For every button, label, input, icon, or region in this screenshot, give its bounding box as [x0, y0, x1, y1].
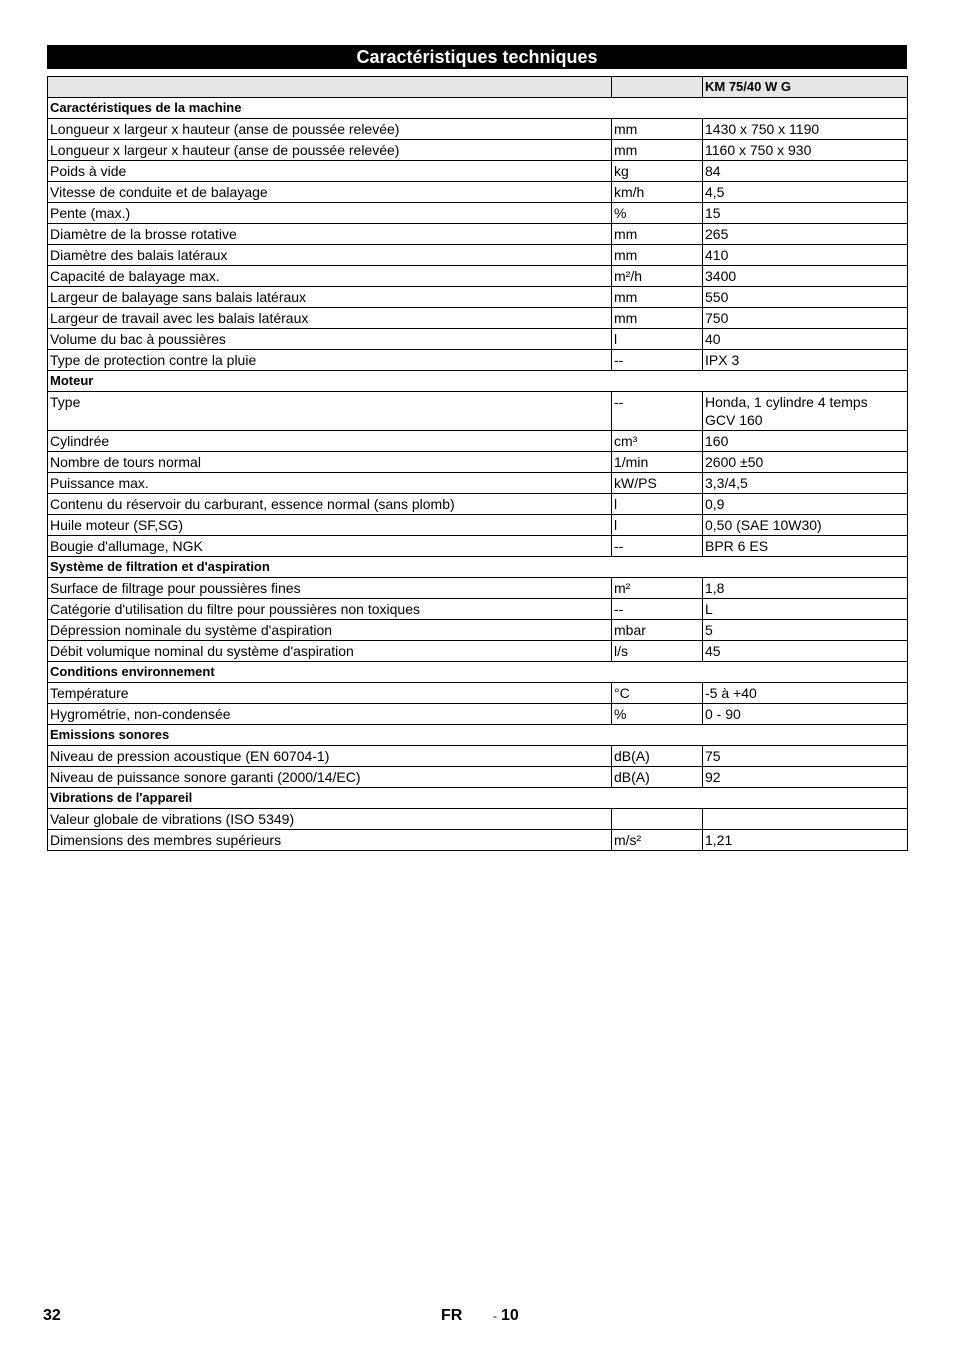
header-blank-cell [612, 77, 703, 98]
table-row [48, 515, 908, 536]
spec-label: Contenu du réservoir du carburant, essence normal (sans plomb) [48, 494, 612, 515]
table-row [48, 809, 908, 830]
spec-unit: mm [612, 287, 703, 308]
spec-label: Largeur de travail avec les balais latéraux [48, 308, 612, 329]
spec-value: 5 [703, 620, 908, 641]
table-row [48, 182, 908, 203]
spec-value: 75 [703, 746, 908, 767]
spec-value: BPR 6 ES [703, 536, 908, 557]
table-row [48, 641, 908, 662]
spec-value: 45 [703, 641, 908, 662]
section-heading-row [48, 557, 908, 578]
spec-value: Honda, 1 cylindre 4 temps GCV 160 [703, 392, 908, 431]
section-heading-row [48, 788, 908, 809]
spec-unit: -- [612, 392, 703, 431]
table-row [48, 452, 908, 473]
spec-unit: kg [612, 161, 703, 182]
section-heading-row [48, 662, 908, 683]
spec-label: Volume du bac à poussières [48, 329, 612, 350]
page-title: Caractéristiques techniques [47, 45, 907, 69]
table-row [48, 578, 908, 599]
table-row [48, 245, 908, 266]
section-heading: Conditions environnement [48, 662, 908, 683]
spec-label: Pente (max.) [48, 203, 612, 224]
spec-label: Surface de filtrage pour poussières fines [48, 578, 612, 599]
specs-table-body [48, 77, 908, 851]
spec-unit: °C [612, 683, 703, 704]
spec-unit: km/h [612, 182, 703, 203]
spec-label: Dépression nominale du système d'aspiration [48, 620, 612, 641]
table-row [48, 308, 908, 329]
spec-label: Niveau de puissance sonore garanti (2000/14/EC) [48, 767, 612, 788]
spec-label: Température [48, 683, 612, 704]
table-row [48, 431, 908, 452]
spec-label: Huile moteur (SF,SG) [48, 515, 612, 536]
spec-label: Poids à vide [48, 161, 612, 182]
section-heading-row [48, 725, 908, 746]
spec-unit: m²/h [612, 266, 703, 287]
spec-label: Vitesse de conduite et de balayage [48, 182, 612, 203]
spec-unit: mm [612, 224, 703, 245]
spec-unit: mm [612, 308, 703, 329]
model-header: KM 75/40 W G [703, 77, 908, 98]
spec-label: Nombre de tours normal [48, 452, 612, 473]
spec-label: Longueur x largeur x hauteur (anse de poussée relevée) [48, 140, 612, 161]
spec-unit: -- [612, 536, 703, 557]
spec-value: -5 à +40 [703, 683, 908, 704]
spec-unit: dB(A) [612, 746, 703, 767]
table-row [48, 161, 908, 182]
spec-unit: kW/PS [612, 473, 703, 494]
header-blank-cell [48, 77, 612, 98]
sub-page-dash: - [493, 1309, 497, 1323]
spec-label: Catégorie d'utilisation du filtre pour poussières non toxiques [48, 599, 612, 620]
table-row [48, 473, 908, 494]
spec-label: Niveau de pression acoustique (EN 60704-1) [48, 746, 612, 767]
spec-unit: -- [612, 350, 703, 371]
spec-label: Diamètre des balais latéraux [48, 245, 612, 266]
table-row [48, 620, 908, 641]
spec-value: IPX 3 [703, 350, 908, 371]
spec-value: 410 [703, 245, 908, 266]
spec-label: Type [48, 392, 612, 431]
spec-unit: l/s [612, 641, 703, 662]
spec-label: Cylindrée [48, 431, 612, 452]
table-row [48, 536, 908, 557]
specs-table [47, 76, 908, 851]
spec-value: 550 [703, 287, 908, 308]
spec-value: 0 - 90 [703, 704, 908, 725]
spec-unit: % [612, 704, 703, 725]
spec-value: 2600 ±50 [703, 452, 908, 473]
spec-unit: 1/min [612, 452, 703, 473]
spec-unit [612, 809, 703, 830]
spec-value: 1430 x 750 x 1190 [703, 119, 908, 140]
table-row [48, 140, 908, 161]
table-row [48, 266, 908, 287]
section-heading: Système de filtration et d'aspiration [48, 557, 908, 578]
spec-value: 3400 [703, 266, 908, 287]
spec-label: Dimensions des membres supérieurs [48, 830, 612, 851]
spec-value: 0,50 (SAE 10W30) [703, 515, 908, 536]
section-heading-row [48, 98, 908, 119]
spec-value: 160 [703, 431, 908, 452]
spec-label: Hygrométrie, non-condensée [48, 704, 612, 725]
table-row [48, 599, 908, 620]
spec-unit: cm³ [612, 431, 703, 452]
spec-value: 40 [703, 329, 908, 350]
spec-unit: mm [612, 140, 703, 161]
spec-label: Longueur x largeur x hauteur (anse de poussée relevée) [48, 119, 612, 140]
section-heading: Vibrations de l'appareil [48, 788, 908, 809]
table-row [48, 119, 908, 140]
spec-value: 265 [703, 224, 908, 245]
spec-unit: l [612, 515, 703, 536]
table-row [48, 329, 908, 350]
table-row [48, 767, 908, 788]
section-heading: Moteur [48, 371, 908, 392]
table-row [48, 224, 908, 245]
spec-unit: m² [612, 578, 703, 599]
section-heading: Emissions sonores [48, 725, 908, 746]
section-heading: Caractéristiques de la machine [48, 98, 908, 119]
spec-value: 84 [703, 161, 908, 182]
spec-label: Capacité de balayage max. [48, 266, 612, 287]
spec-value: 1,21 [703, 830, 908, 851]
spec-label: Bougie d'allumage, NGK [48, 536, 612, 557]
table-header-row [48, 77, 908, 98]
spec-value: 750 [703, 308, 908, 329]
spec-label: Largeur de balayage sans balais latéraux [48, 287, 612, 308]
table-row [48, 683, 908, 704]
spec-unit: % [612, 203, 703, 224]
spec-value: 1,8 [703, 578, 908, 599]
table-row [48, 494, 908, 515]
table-row [48, 350, 908, 371]
spec-unit: dB(A) [612, 767, 703, 788]
spec-label: Débit volumique nominal du système d'aspiration [48, 641, 612, 662]
section-heading-row [48, 371, 908, 392]
language-code: FR [441, 1307, 463, 1324]
spec-label: Valeur globale de vibrations (ISO 5349) [48, 809, 612, 830]
spec-value: 15 [703, 203, 908, 224]
spec-unit: mm [612, 119, 703, 140]
table-row [48, 203, 908, 224]
spec-unit: -- [612, 599, 703, 620]
table-row [48, 392, 908, 431]
sub-page-number [493, 1307, 519, 1325]
table-row [48, 287, 908, 308]
spec-value: 4,5 [703, 182, 908, 203]
table-row [48, 746, 908, 767]
spec-value: 92 [703, 767, 908, 788]
table-row [48, 830, 908, 851]
spec-unit: m/s² [612, 830, 703, 851]
spec-label: Puissance max. [48, 473, 612, 494]
spec-value: 3,3/4,5 [703, 473, 908, 494]
spec-unit: l [612, 494, 703, 515]
spec-value: 0,9 [703, 494, 908, 515]
spec-unit: mbar [612, 620, 703, 641]
spec-unit: mm [612, 245, 703, 266]
spec-value [703, 809, 908, 830]
page-number: 32 [43, 1307, 61, 1324]
spec-label: Diamètre de la brosse rotative [48, 224, 612, 245]
sub-page-value: 10 [501, 1307, 519, 1324]
spec-label: Type de protection contre la pluie [48, 350, 612, 371]
spec-unit: l [612, 329, 703, 350]
spec-value: L [703, 599, 908, 620]
spec-value: 1160 x 750 x 930 [703, 140, 908, 161]
table-row [48, 704, 908, 725]
